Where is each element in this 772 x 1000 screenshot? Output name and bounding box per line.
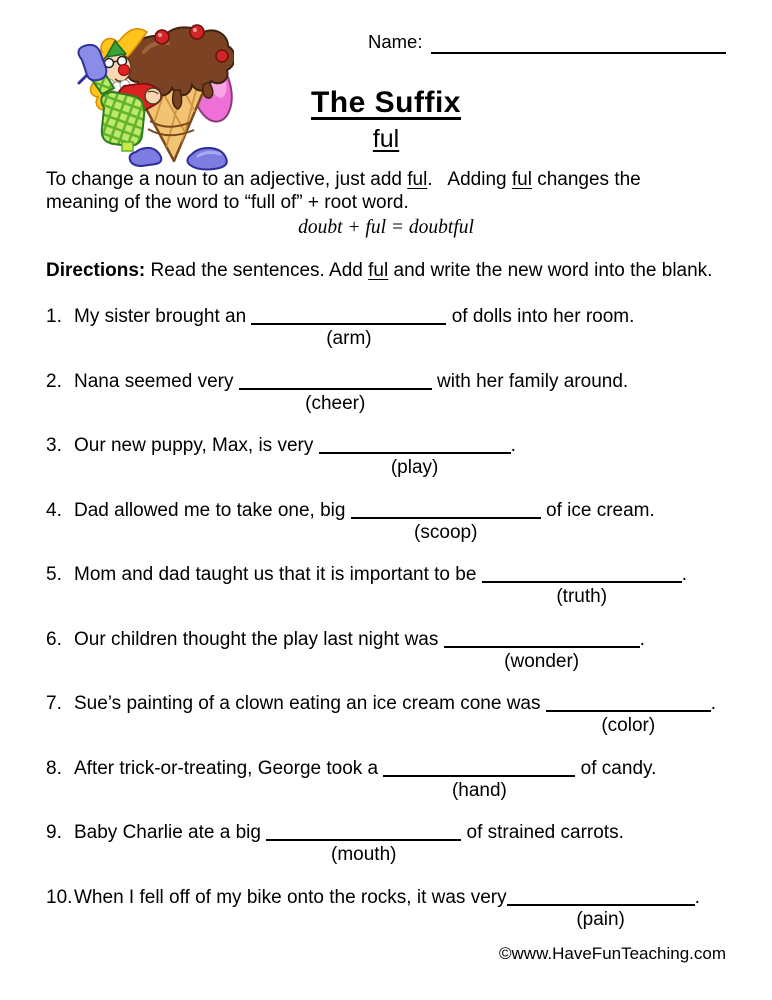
question-text-before: Our new puppy, Max, is very: [74, 435, 319, 456]
question-number: 3.: [46, 435, 62, 456]
hint-word: (play): [390, 457, 439, 478]
question-number: 9.: [46, 822, 62, 843]
question-text-after: .: [681, 564, 687, 585]
answer-blank-2[interactable]: [239, 384, 432, 414]
answer-blank-8[interactable]: [383, 771, 575, 801]
page-subtitle: ful: [372, 125, 400, 153]
question-row-10: [46, 886, 726, 930]
example-equation: doubt + ful = doubtful: [298, 217, 474, 238]
directions-text: Read the sentences. Add: [145, 260, 369, 281]
title-block: [46, 86, 726, 154]
question-row-6: [46, 628, 726, 672]
hint-word: (truth): [556, 586, 608, 607]
question-text-after: .: [639, 628, 645, 650]
answer-blank-10[interactable]: [507, 900, 695, 930]
question-text-before: Dad allowed me to take one, big: [74, 499, 351, 521]
question-text-after: .: [510, 435, 516, 456]
name-field-row: [368, 30, 726, 54]
answer-blank-4[interactable]: [351, 513, 541, 543]
hint-word: (wonder): [504, 650, 580, 672]
question-text-after: of ice cream.: [540, 499, 655, 521]
hint-word: (hand): [451, 779, 507, 801]
answer-blank-1[interactable]: [251, 319, 446, 349]
hint-word: (arm): [326, 328, 372, 349]
answer-blank-3[interactable]: [319, 448, 511, 478]
answer-blank-5[interactable]: [482, 577, 682, 607]
question-number: 2.: [46, 370, 62, 392]
question-number: 8.: [46, 757, 62, 779]
directions-text: and write the new word into the blank.: [388, 260, 713, 281]
question-number: 4.: [46, 499, 62, 521]
hint-word: (scoop): [414, 521, 478, 543]
question-text-before: My sister brought an: [74, 306, 252, 327]
question-text-before: Sue’s painting of a clown eating an ice cream cone was: [74, 693, 546, 714]
copyright-credit: ©www.HaveFunTeaching.com: [498, 943, 726, 963]
question-row-5: [46, 563, 726, 607]
name-label: Name:: [368, 31, 423, 52]
question-list: [46, 305, 726, 930]
hint-word: (mouth): [331, 844, 397, 865]
name-input-line[interactable]: [431, 30, 727, 54]
question-row-2: [46, 370, 726, 414]
suffix-ful-underlined: ful: [368, 260, 389, 281]
intro-text: . Adding: [427, 169, 512, 190]
question-row-9: [46, 821, 726, 865]
question-number: 5.: [46, 564, 62, 585]
question-text-before: Mom and dad taught us that it is important to be: [74, 564, 482, 585]
directions-label: Directions:: [46, 260, 146, 281]
hint-word: (color): [601, 715, 656, 736]
question-text-after: with her family around.: [431, 370, 629, 392]
suffix-ful-underlined: ful: [511, 169, 532, 190]
question-text-after: of strained carrots.: [461, 822, 624, 843]
question-text-before: When I fell off of my bike onto the rocks, it was very: [74, 886, 507, 908]
question-row-8: [46, 757, 726, 801]
question-row-4: [46, 499, 726, 543]
answer-blank-7[interactable]: [546, 706, 711, 736]
question-text-before: Nana seemed very: [74, 370, 239, 392]
question-number: 6.: [46, 628, 62, 650]
answer-blank-9[interactable]: [266, 835, 461, 865]
suffix-ful-underlined: ful: [407, 169, 428, 190]
intro-text: changes the: [531, 169, 641, 190]
question-number: 10.: [46, 886, 73, 908]
directions-line: [46, 259, 726, 283]
question-row-7: [46, 692, 726, 736]
question-row-1: [46, 305, 726, 349]
question-row-3: [46, 434, 726, 478]
question-number: 1.: [46, 306, 62, 327]
intro-text: To change a noun to an adjective, just add: [46, 169, 408, 190]
hint-word: (pain): [576, 908, 625, 930]
answer-blank-6[interactable]: [444, 642, 640, 672]
intro-paragraph: [46, 168, 726, 214]
question-text-after: .: [694, 886, 700, 908]
question-text-after: .: [710, 693, 717, 714]
question-text-before: Our children thought the play last night was: [74, 628, 444, 650]
question-number: 7.: [46, 693, 62, 714]
page-title: The Suffix: [310, 86, 461, 119]
hint-word: (cheer): [305, 392, 366, 414]
question-text-before: After trick-or-treating, George took a: [74, 757, 384, 779]
question-text-after: of dolls into her room.: [446, 306, 635, 327]
question-text-after: of candy.: [575, 757, 657, 779]
worksheet-header: [46, 0, 726, 153]
question-text-before: Baby Charlie ate a big: [74, 822, 267, 843]
intro-text-line2: meaning of the word to “full of” + root word.: [46, 192, 409, 213]
